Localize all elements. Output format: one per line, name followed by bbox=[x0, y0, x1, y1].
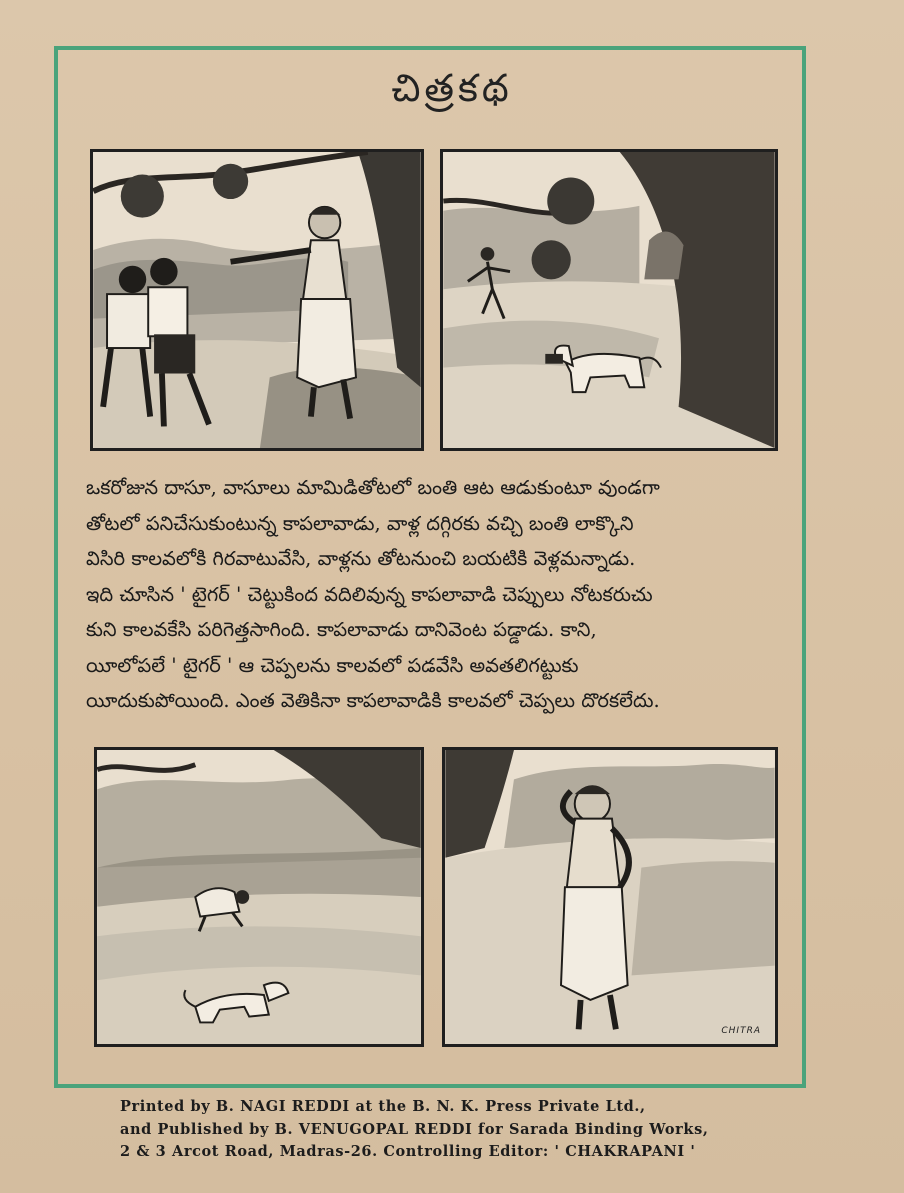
story-line: తోటలో పనిచేసుకుంటున్న కాపలావాడు, వాళ్ల దగ్గిరకు వచ్చి బంతి లాక్కొని bbox=[86, 511, 634, 535]
imprint-text bbox=[120, 1096, 780, 1164]
story-line: యీలోపలే ' టైగర్ ' ఆ చెప్పలను కాలవలో పడవేసి అవతలిగట్టుకు bbox=[86, 653, 579, 677]
story-line: ఒకరోజున దాసూ, వాసూలు మామిడితోటలో బంతి ఆట ఆడుకుంటూ వుండగా bbox=[86, 476, 660, 499]
imprint-line: 2 & 3 Arcot Road, Madras-26. Controlling Editor: ' CHAKRAPANI ' bbox=[120, 1143, 696, 1160]
panel-2-illustration bbox=[443, 152, 775, 448]
imprint-line: and Published by B. VENUGOPAL REDDI for Sarada Binding Works, bbox=[120, 1120, 709, 1138]
panel-signature: CHITRA bbox=[721, 1026, 761, 1036]
story-line: విసిరి కాలవలోకి గిరవాటువేసి, వాళ్లను తోటనుంచి బయటికి వెళ్లమన్నాడు. bbox=[86, 547, 636, 570]
comic-panel-4 bbox=[442, 747, 778, 1047]
panel-1-illustration bbox=[93, 152, 421, 448]
imprint-line: Printed by B. NAGI REDDI at the B. N. K. Press Private Ltd., bbox=[120, 1098, 646, 1115]
comic-panel-3 bbox=[94, 747, 424, 1047]
story-line: కుని కాలవకేసి పరిగెత్తసాగింది. కాపలావాడు దానివెంట పడ్డాడు. కాని, bbox=[86, 618, 597, 641]
story-line: ఇది చూసిన ' టైగర్ ' చెట్టుకింద వదిలివున్న కాపలావాడి చెప్పులు నోటకరుచు bbox=[86, 582, 653, 606]
comic-panel-2 bbox=[440, 149, 778, 451]
story-text bbox=[86, 470, 780, 719]
panel-4-illustration bbox=[445, 750, 775, 1044]
panel-3-illustration bbox=[97, 750, 421, 1044]
story-line: యీదుకుపోయింది. ఎంత వెతికినా కాపలావాడికి కాలవలో చెప్పలు దొరకలేదు. bbox=[86, 689, 660, 712]
page-title: చిత్రకథ bbox=[391, 66, 513, 110]
comic-panel-1 bbox=[90, 149, 424, 451]
